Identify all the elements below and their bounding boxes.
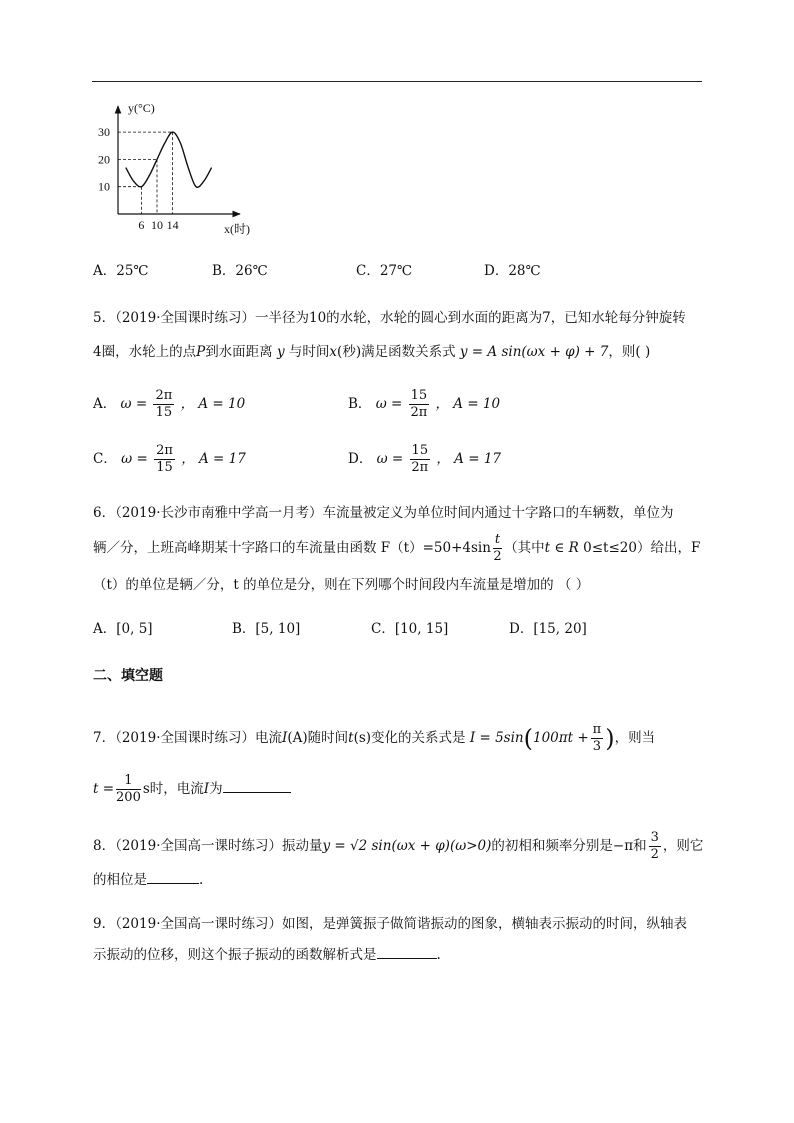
q5-option-d[interactable]: D． ω = $\frac{15}{2\pi}$ ， A = 17 — [348, 443, 502, 475]
q8-answer-blank[interactable] — [147, 869, 199, 884]
q5-line-2: 4圈，水轮上的点P到水面距离 y 与时间x(秒)满足函数关系式 y = A sin(ωx + φ) + 7，则( ) — [93, 344, 651, 360]
q4-option-b[interactable]: B．26℃ — [212, 263, 268, 279]
x-axis-label: x(时) — [224, 222, 250, 236]
q6-line-2: 辆／分，上班高峰期某十字路口的车流量由函数 F（t）=50+4sin $\frac{t}{2}$ （其中t ∈ R 0≤t≤20）给出，F — [93, 532, 701, 564]
q6-option-d[interactable]: D．[15, 20] — [509, 621, 587, 637]
q6-line-3: （t）的单位是辆／分，t 的单位是分，则在下列哪个时间段内车流量是增加的 （ ） — [93, 577, 590, 593]
q6-option-b[interactable]: B．[5, 10] — [232, 621, 301, 637]
x-tick-label: 10 — [151, 218, 163, 232]
q7-line-2: t = $\frac{1}{200}$ s时，电流I为 — [93, 773, 291, 806]
q5-option-a[interactable]: A． ω = $\frac{2\pi}{15}$ ， A = 10 — [93, 388, 246, 420]
q5-option-b[interactable]: B． ω = $\frac{15}{2\pi}$ ， A = 10 — [348, 388, 501, 420]
q5-option-c[interactable]: C． ω = $\frac{2\pi}{15}$ ， A = 17 — [93, 443, 246, 475]
q8-line-1: 8．（2019·全国高一课时练习）振动量y = √2 sin(ωx + φ)(ω>0)的初相和频率分别是−π和 $\frac{3}{2}$ ，则它 — [93, 830, 704, 862]
x-tick-label: 6 — [138, 218, 145, 232]
q5-line-1: 5．（2019·全国课时练习）一半径为10的水轮，水轮的圆心到水面的距离为7，已知水轮每分钟旋转 — [93, 310, 686, 326]
section-heading: 二、填空题 — [93, 668, 163, 684]
x-tick-label: 14 — [166, 218, 179, 232]
q6-option-c[interactable]: C．[10, 15] — [371, 621, 449, 637]
q6-line-1: 6．（2019·长沙市南雅中学高一月考）车流量被定义为单位时间内通过十字路口的车辆数，单位为 — [93, 505, 674, 521]
q4-option-a[interactable]: A．25℃ — [93, 263, 149, 279]
y-tick-label: 30 — [98, 125, 110, 140]
q5-formula: y = A sin(ωx + φ) + 7 — [459, 344, 609, 360]
temperature-chart — [90, 98, 265, 238]
q9-line-1: 9．（2019·全国高一课时练习）如图，是弹簧振子做简谐振动的图象，横轴表示振动的时间，纵轴表 — [93, 916, 687, 932]
q7-answer-blank[interactable] — [223, 778, 291, 793]
q9-line-2: 示振动的位移，则这个振子振动的函数解析式是 . — [93, 944, 441, 965]
q9-answer-blank[interactable] — [377, 944, 437, 959]
q8-line-2: 的相位是 . — [93, 869, 203, 890]
q6-option-a[interactable]: A．[0, 5] — [93, 621, 153, 637]
y-axis-label: y(°C) — [128, 101, 155, 115]
y-tick-label: 10 — [98, 179, 110, 194]
q4-option-d[interactable]: D．28℃ — [484, 263, 541, 279]
q7-line-1: 7．（2019·全国课时练习）电流I(A)随时间t(s)变化的关系式是 I = 5sin(100πt + $\frac{\pi}{3}$ )，则当 — [93, 722, 656, 754]
y-tick-label: 20 — [98, 152, 110, 167]
header-rule — [92, 81, 702, 82]
q4-option-c[interactable]: C．27℃ — [356, 263, 413, 279]
